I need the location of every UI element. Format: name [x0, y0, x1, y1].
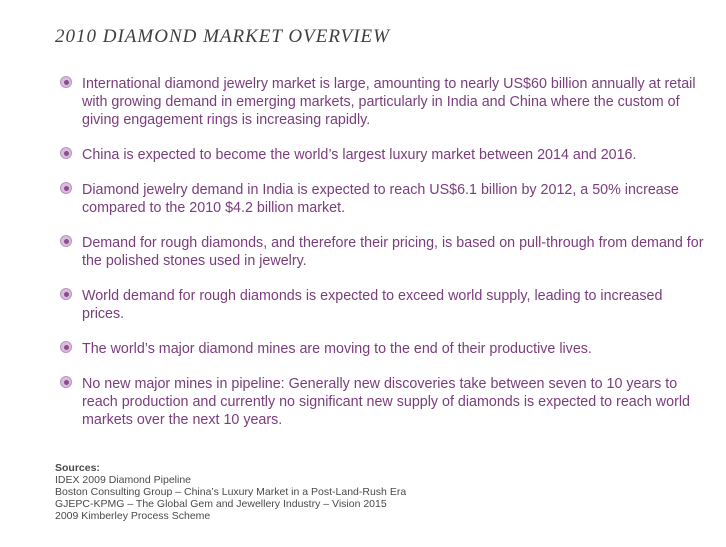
bullet-icon [60, 76, 72, 88]
source-line: GJEPC-KPMG – The Global Gem and Jewellery Industry – Vision 2015 [55, 498, 387, 510]
bullet-text: Demand for rough diamonds, and therefore their pricing, is based on pull-through from demand for the polished stones used in jewelry. [82, 235, 704, 269]
bullet-item [60, 146, 705, 164]
sources-block [55, 462, 406, 522]
bullet-icon [60, 341, 72, 353]
bullet-text: China is expected to become the world’s largest luxury market between 2014 and 2016. [82, 147, 637, 163]
bullet-icon [60, 147, 72, 159]
source-line: IDEX 2009 Diamond Pipeline [55, 474, 191, 486]
bullet-item [60, 340, 705, 358]
bullet-icon [60, 182, 72, 194]
bullet-text: World demand for rough diamonds is expected to exceed world supply, leading to increased prices. [82, 288, 663, 322]
bullet-icon [60, 235, 72, 247]
source-line: Boston Consulting Group – China’s Luxury Market in a Post-Land-Rush Era [55, 486, 407, 498]
sources-heading: Sources: [55, 462, 100, 474]
bullet-item [60, 375, 705, 429]
bullet-item [60, 75, 705, 129]
bullet-text: The world’s major diamond mines are moving to the end of their productive lives. [82, 341, 592, 357]
source-line: 2009 Kimberley Process Scheme [55, 510, 211, 522]
slide-title: 2010 DIAMOND MARKET OVERVIEW [55, 26, 390, 47]
bullet-item [60, 181, 705, 217]
bullet-text: No new major mines in pipeline: Generally new discoveries take between seven to 10 years to reach production and currently no significant new supply of diamonds is expected to reach world markets over the next 10 years. [82, 376, 690, 428]
bullet-list [60, 75, 705, 446]
bullet-text: Diamond jewelry demand in India is expected to reach US$6.1 billion by 2012, a 50% increase compared to the 2010 $4.2 billion market. [82, 182, 679, 216]
bullet-icon [60, 288, 72, 300]
bullet-item [60, 234, 705, 270]
bullet-item [60, 287, 705, 323]
bullet-text: International diamond jewelry market is large, amounting to nearly US$60 billion annually at retail with growing demand in emerging markets, particularly in India and China where the custom of giving engagement rings is increasing rapidly. [82, 76, 696, 128]
bullet-icon [60, 376, 72, 388]
